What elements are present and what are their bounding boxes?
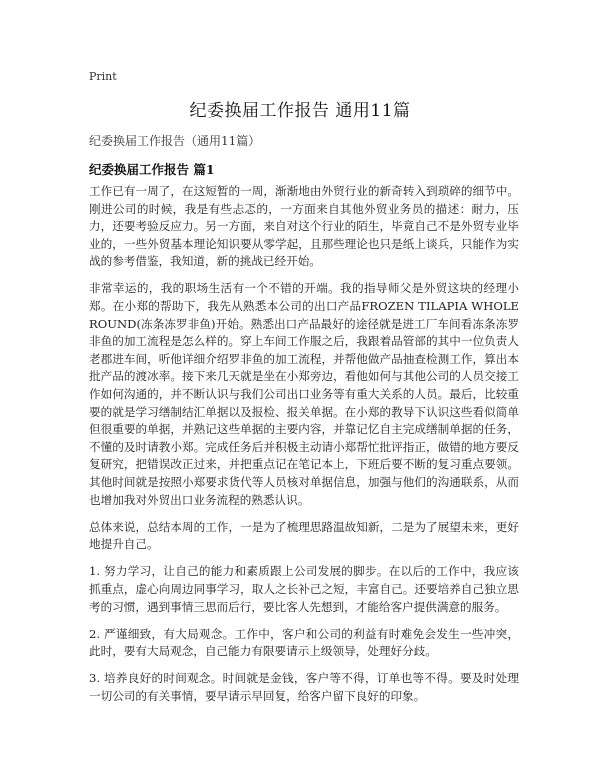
paragraph-4: 1. 努力学习，让自己的能力和素质跟上公司发展的脚步。在以后的工作中，我应该抓重点，虚心向周边同事学习，取人之长补己之短，丰富自己。还要培养自己独立思考的习惯，遇到事情三思而后行，要比客人先想到，才能给客户提供满意的服务。 xyxy=(89,564,519,614)
paragraph-2: 非常幸运的，我的职场生活有一个不错的开端。我的指导师父是外贸这块的经理小郑。在小郑的帮助下，我先从熟悉本公司的出口产品FROZEN TILAPIA WHOLE ROUND(冻条冻罗非鱼)开始。熟悉出口产品最好的途径就是进工厂车间看冻条冻罗非鱼的加工流程是怎么样的。穿上车间工作服之后，我跟着品管部的其中一位负责人老郡进车间，听他详细介绍罗非鱼的加工流程，并帮他做产品抽查检测工作，算出本批产品的渡冰率。接下来几天就是坐在小郑旁边，看他如何与其他公司的人员交接工作如何沟通的，并不断认识与我们公司出口业务等有重大关系的人员。最后，比较重要的就是学习缮制结汇单据以及报检、报关单据。在小郑的教导下认识这些看似简单但很重要的单据，并熟记这些单据的主要内容，并靠记忆自主完成缮制单据的任务，不懂的及时请教小郑。完成任务后并积极主动请小郑帮忙批评指正，做错的地方要反复研究，把错误改正过来，并把重点记在笔记本上，下班后要不断的复习重点要领。其他时间就是按照小郑要求货代等人员核对单据信息，加强与他们的沟通联系，从而也增加我对外贸出口业务流程的熟悉认识。 xyxy=(89,281,519,507)
paragraph-6: 3. 培养良好的时间观念。时间就是金钱，客户等不得，订单也等不得。要及时处理一切公司的有关事情，要早请示早回复，给客户留下良好的印象。 xyxy=(89,671,519,703)
document-body xyxy=(89,183,519,715)
document-subtitle: 纪委换届工作报告（通用11篇） xyxy=(89,134,261,148)
print-label[interactable]: Print xyxy=(89,70,117,83)
paragraph-1: 工作已有一周了，在这短暂的一周，渐渐地由外贸行业的新奇转入到琐碎的细节中。刚进公司的时候，我是有些忐忑的，一方面来自其他外贸业务员的描述：耐力，压力，还要考验反应力。另一方面，来自对这个行业的陌生，毕竟自己不是外贸专业毕业的，一些外贸基本理论知识要从零学起，且那些理论也只是纸上谈兵，只能作为实战的参考借鉴，我知道，新的挑战已经开始。 xyxy=(89,184,519,269)
section-heading: 纪委换届工作报告 篇1 xyxy=(89,162,215,177)
page-title: 纪委换届工作报告 通用11篇 xyxy=(189,101,411,121)
paragraph-3: 总体来说，总结本周的工作，一是为了梳理思路温故知新，二是为了展望未来，更好地提升自己。 xyxy=(89,519,519,552)
paragraph-5: 2. 严谨细致，有大局观念。工作中，客户和公司的利益有时难免会发生一些冲突，此时，要有大局观念，自己能力有限要请示上级领导，处理好分歧。 xyxy=(89,626,519,659)
